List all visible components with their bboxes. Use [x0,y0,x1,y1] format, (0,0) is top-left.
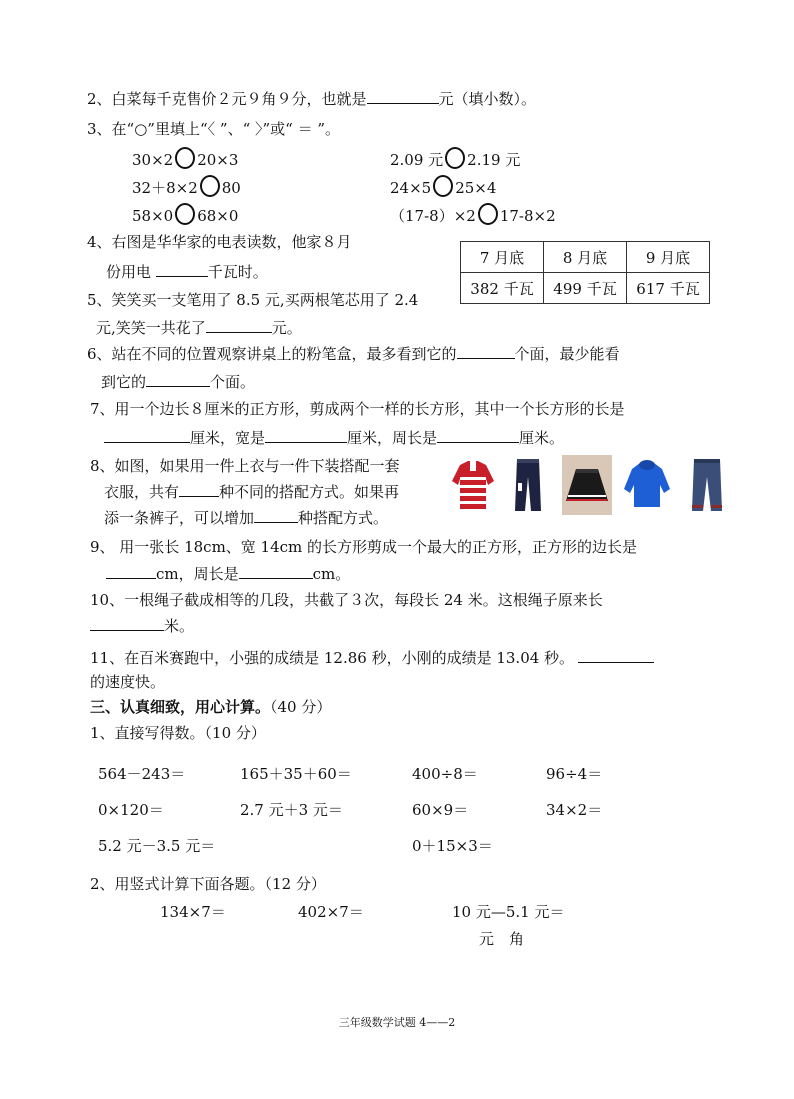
s3q1-title: 1、直接写得数。（10 分） [90,724,266,742]
q3-row-3-right [390,203,556,226]
q11-line-1 [90,648,654,668]
calc-item: 34×2＝ [546,801,603,819]
q8-text: 种不同的搭配方式。如果再 [219,483,400,501]
expr: 20×3 [197,151,239,169]
calc-item: 60×9＝ [412,801,469,819]
blue-hoodie-icon [624,455,670,515]
q3-row-1-right [390,147,520,170]
q6-text: 到它的 [101,373,147,391]
calc-item: 0×120＝ [98,801,164,819]
q3-row-2-right [390,175,496,198]
expr: 80 [221,179,241,197]
expr: 58×0 [132,207,174,225]
q7-answer-blank-2[interactable] [265,428,347,443]
compare-circle[interactable] [433,175,453,197]
q6-answer-blank-1[interactable] [457,344,515,359]
q8-answer-blank-2[interactable] [254,508,298,523]
section-3-heading [90,697,331,717]
table-cell: 382 千瓦 [461,273,544,304]
compare-circle[interactable] [175,147,195,169]
expr: 17-8×2 [499,207,556,225]
q5-answer-blank[interactable] [206,318,272,333]
table-cell: 617 千瓦 [627,273,710,304]
q8-text: 衣服，共有 [104,483,180,501]
q9-line-1: 9、 用一张长 18cm、宽 14cm 的长方形剪成一个最大的正方形，正方形的边长是 [90,538,638,556]
section-score: （40 分） [270,698,332,716]
compare-circle[interactable] [175,203,195,225]
vertical-calc-item: 402×7＝ [298,903,364,921]
calc-item: 400÷8＝ [412,765,478,783]
q6-answer-blank-2[interactable] [146,372,210,387]
q3-title: 3、在“○”里填上“〈 ”、“ 〉”或“ ＝ ”。 [87,120,341,138]
q4-line-1: 4、右图是华华家的电表读数，他家８月 [87,233,352,251]
calc-item: 2.7 元＋3 元＝ [240,801,343,819]
compare-circle[interactable] [478,203,498,225]
jeans-icon [684,455,730,515]
expr: 2.09 元 [390,151,444,169]
q7-text: 厘米，宽是 [190,429,266,447]
q11-text: 11、在百米赛跑中，小强的成绩是 12.86 秒，小刚的成绩是 13.04 秒。 [90,649,575,667]
q8-line-3 [104,508,388,528]
expr: 24×5 [390,179,432,197]
q4-line-2 [106,262,268,282]
compare-circle[interactable] [200,175,220,197]
q6-text: 个面，最少能看 [514,345,620,363]
expr: 32＋8×2 [132,179,198,197]
expr: （17-8）×2 [390,207,476,225]
q8-line-2 [104,482,399,502]
q8-text: 添一条裤子，可以增加 [104,509,255,527]
s3q2-title: 2、用竖式计算下面各题。（12 分） [90,875,326,893]
q3-row-1-left [132,147,238,170]
q9-text: cm。 [312,565,351,583]
q4-answer-blank[interactable] [156,262,208,277]
q6-text: 个面。 [210,373,256,391]
meter-reading-table [460,241,710,304]
q7-line-2 [104,428,564,448]
q10-line-1: 10、一根绳子截成相等的几段，共截了３次，每段长 24 米。这根绳子原来长 [90,591,603,609]
vertical-calc-item: 134×7＝ [160,903,226,921]
expr: 68×0 [197,207,239,225]
q2-text: 2、白菜每千克售价２元９角９分，也就是 [87,90,367,108]
table-cell: 499 千瓦 [544,273,627,304]
skirt-icon [562,455,612,515]
q3-row-3-left [132,203,238,226]
q9-text: cm，周长是 [156,565,239,583]
q2-answer-blank[interactable] [367,89,439,104]
unit-line: 元 角 [479,930,525,948]
q5-text: 元,笑笑一共花了 [96,319,206,337]
q6-line-1 [87,344,620,364]
vertical-calc-item: 10 元—5.1 元＝ [452,903,565,921]
calc-item: 0＋15×3＝ [412,837,493,855]
expr: 30×2 [132,151,174,169]
q8-answer-blank-1[interactable] [179,482,219,497]
expr: 2.19 元 [467,151,521,169]
table-header-cell: 7 月底 [461,242,544,273]
q7-answer-blank-3[interactable] [437,428,519,443]
calc-item: 96÷4＝ [546,765,603,783]
q8-line-1: 8、如图，如果用一件上衣与一件下装搭配一套 [90,457,400,475]
q7-answer-blank-1[interactable] [104,428,190,443]
calc-item: 564－243＝ [98,765,186,783]
q10-text: 米。 [164,617,195,635]
question-2 [87,89,536,109]
calc-item: 5.2 元－3.5 元＝ [98,837,216,855]
q7-line-1: 7、用一个边长８厘米的正方形，剪成两个一样的长方形，其中一个长方形的长是 [90,400,625,418]
q5-line-1: 5、笑笑买一支笔用了 8.5 元,买两根笔芯用了 2.4 [87,291,419,309]
table-header-cell: 8 月底 [544,242,627,273]
section-title: 三、认真细致，用心计算。 [90,698,271,716]
expr: 25×4 [455,179,497,197]
q7-text: 厘米。 [519,429,565,447]
q8-text: 种搭配方式。 [298,509,389,527]
q11-line-2: 的速度快。 [90,673,166,691]
q10-line-2 [90,616,194,636]
q10-answer-blank[interactable] [90,616,164,631]
q7-text: 厘米，周长是 [347,429,438,447]
table-header-cell: 9 月底 [627,242,710,273]
q4-text: 份用电 [106,263,152,281]
q5-text: 元。 [271,319,302,337]
q2-tail: 元（填小数）。 [438,90,537,108]
q6-line-2 [101,372,255,392]
q9-answer-blank-2[interactable] [239,564,313,579]
q4-text: 千瓦时。 [207,263,268,281]
calc-item: 165＋35＋60＝ [240,765,352,783]
compare-circle[interactable] [445,147,465,169]
track-pants-icon [505,455,551,515]
q9-answer-blank-1[interactable] [106,564,156,579]
page-footer: 三年级数学试题 4——2 [338,1016,456,1029]
q3-row-2-left [132,175,241,198]
q6-text: 6、站在不同的位置观察讲桌上的粉笔盒，最多看到它的 [87,345,457,363]
striped-sweater-icon [450,455,496,515]
q5-line-2 [96,318,302,338]
q9-line-2 [106,564,350,584]
q11-answer-blank[interactable] [578,648,654,663]
